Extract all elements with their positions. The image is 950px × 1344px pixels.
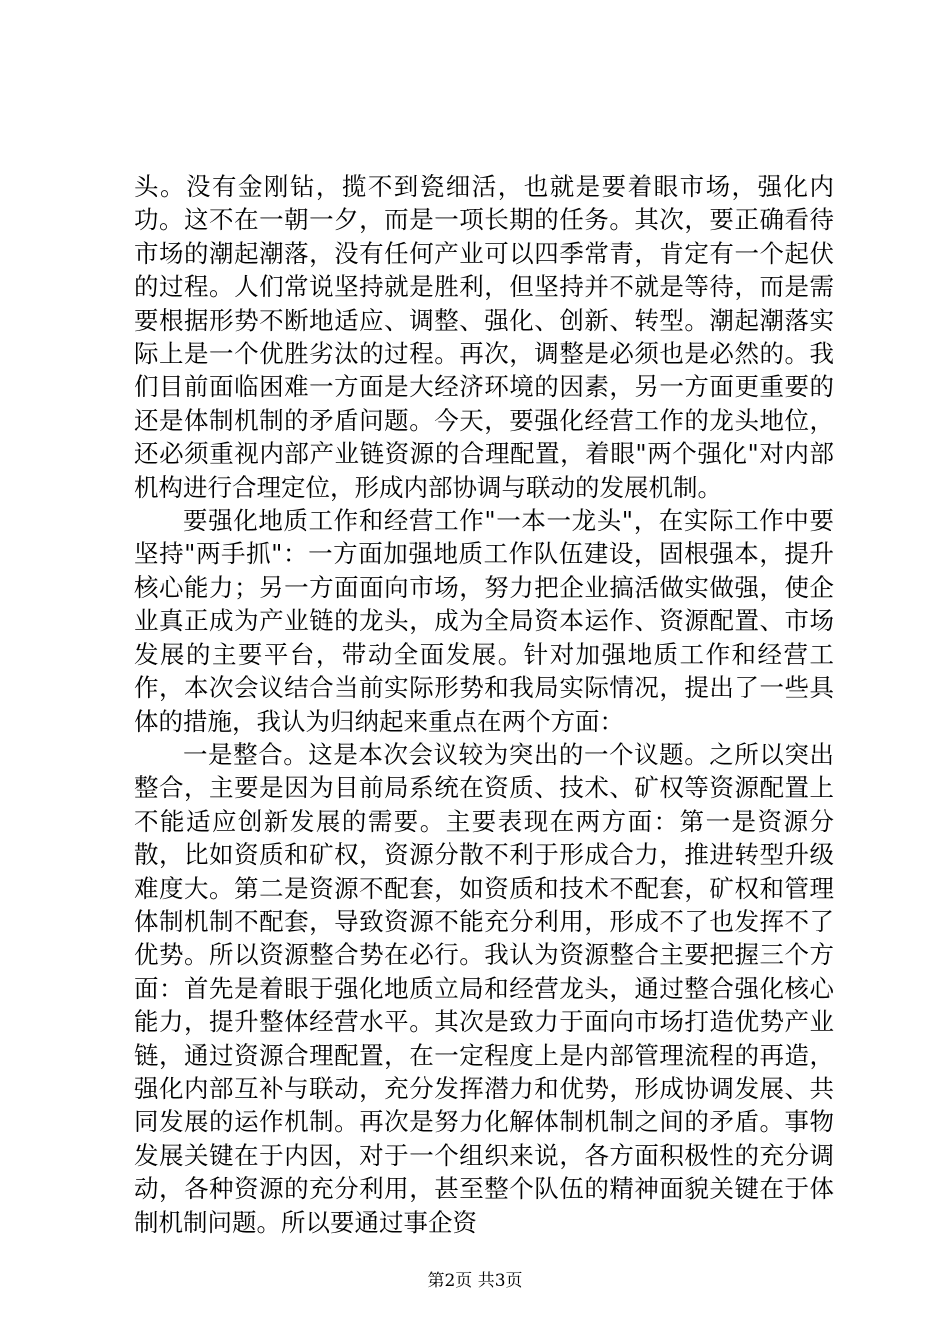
paragraph-two-hands: 要强化地质工作和经营工作"一本一龙头"，在实际工作中要坚持"两手抓"：一方面加强地质工作队伍建设，固根强本，提升核心能力；另一方面面向市场，努力把企业搞活做实做强，使企业真正成为产业链的龙头，成为全局资本运作、资源配置、市场发展的主要平台，带动全面发展。针对加强地质工作和经营工作，本次会议结合当前实际形势和我局实际情况，提出了一些具体的措施，我认为归纳起来重点在两个方面：: [134, 506, 834, 736]
document-body: [134, 170, 834, 1239]
paragraph-continued: 头。没有金刚钻，揽不到瓷细活，也就是要着眼市场，强化内功。这不在一朝一夕，而是一项长期的任务。其次，要正确看待市场的潮起潮落，没有任何产业可以四季常青，肯定有一个起伏的过程。人们常说坚持就是胜利，但坚持并不就是等待，而是需要根据形势不断地适应、调整、强化、创新、转型。潮起潮落实际上是一个优胜劣汰的过程。再次，调整是必须也是必然的。我们目前面临困难一方面是大经济环境的因素，另一方面更重要的还是体制机制的矛盾问题。今天，要强化经营工作的龙头地位，还必须重视内部产业链资源的合理配置，着眼"两个强化"对内部机构进行合理定位，形成内部协调与联动的发展机制。: [134, 172, 834, 502]
page-footer: 第2页 共3页: [427, 1271, 523, 1291]
paragraph-integration: 一是整合。这是本次会议较为突出的一个议题。之所以突出整合，主要是因为目前局系统在资质、技术、矿权等资源配置上不能适应创新发展的需要。主要表现在两方面：第一是资源分散，比如资质和矿权，资源分散不利于形成合力，推进转型升级难度大。第二是资源不配套，如资质和技术不配套，矿权和管理体制机制不配套，导致资源不能充分利用，形成不了也发挥不了优势。所以资源整合势在必行。我认为资源整合主要把握三个方面：首先是着眼于强化地质立局和经营龙头，通过整合强化核心能力，提升整体经营水平。其次是致力于面向市场打造优势产业链，通过资源合理配置，在一定程度上是内部管理流程的再造，强化内部互补与联动，充分发挥潜力和优势，形成协调发展、共同发展的运作机制。再次是努力化解体制机制之间的矛盾。事物发展关键在于内因，对于一个组织来说，各方面积极性的充分调动，各种资源的充分利用，甚至整个队伍的精神面貌关键在于体制机制问题。所以要通过事企资: [134, 739, 834, 1237]
